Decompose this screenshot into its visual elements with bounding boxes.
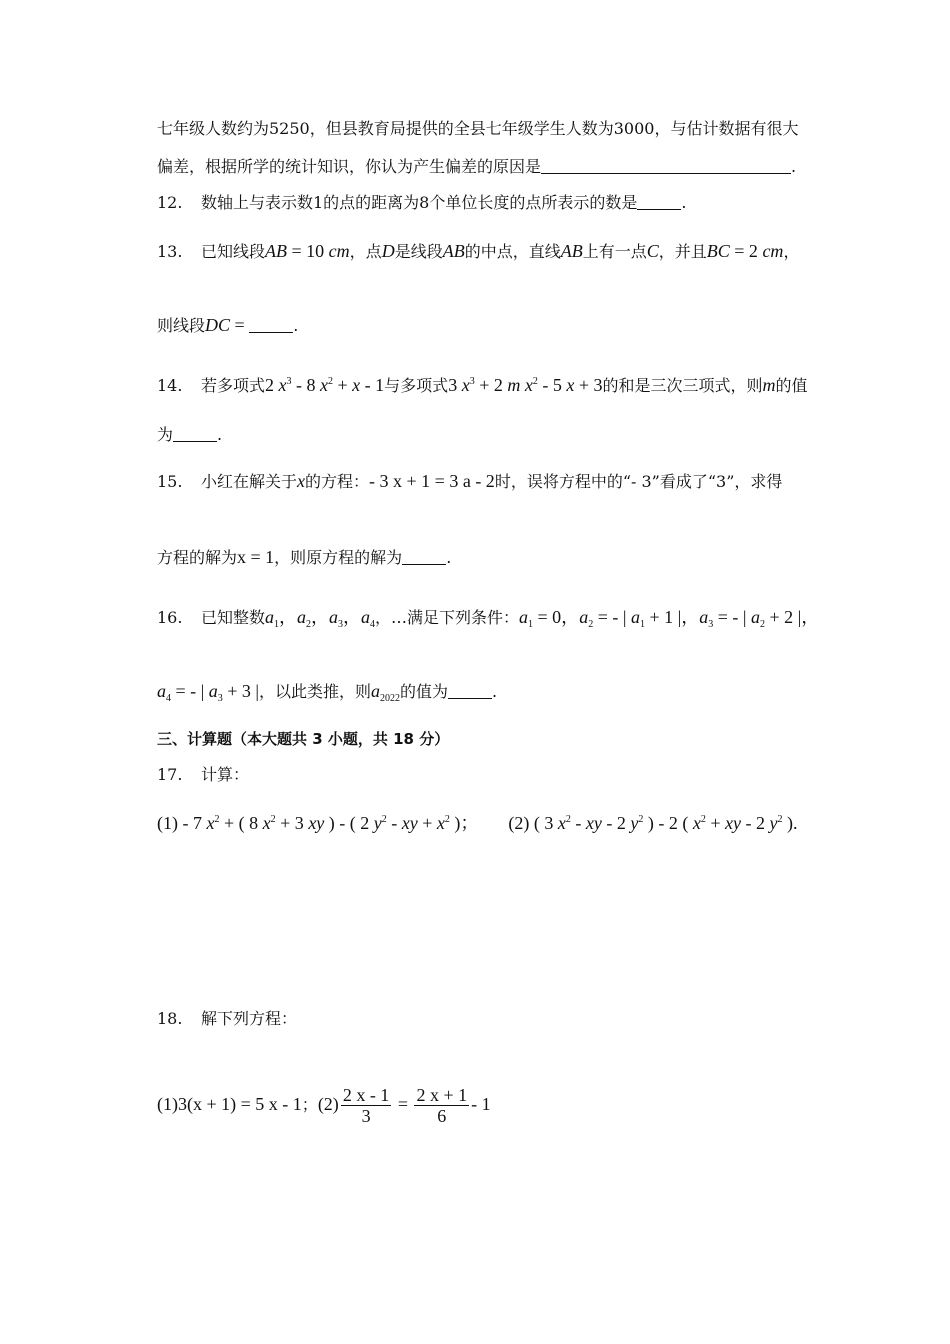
q11-line2: 偏差，根据所学的统计知识，你认为产生偏差的原因是 . xyxy=(157,157,797,176)
q11-text-1: 七年级人数约为5250，但县教育局提供的全县七年级学生人数为3000，与估计数据有很大 xyxy=(157,119,799,138)
question-16: 16. 已知整数$a_1$，$a_2$，$a_3$，$a_4$，…满足下列条件：$a_1 = 0$，$a_2$ = - | $a_1 + 1$ |，$a_3$ = - | $a_2 + 2$ |， xyxy=(157,607,820,630)
question-16-line2: $a_4$ = - | $a_3 + 3$ |，以此类推，则$a_{2022}$的值为 . xyxy=(157,681,498,704)
question-17-parts: (1) - 7 $x^2$ + ( 8 $x^2 + 3$ xy ) - ( 2 $y^2$ - xy + $x^2$ )； (2) ( 3 $x^2$ - xy - 2 $y^2$ ) - 2 ( $x^2$ + xy - 2 $y^2$ ). xyxy=(157,813,798,833)
q11-text-2: 偏差，根据所学的统计知识，你认为产生偏差的原因是 xyxy=(157,157,542,176)
question-17 xyxy=(157,764,249,786)
question-14-line2: 为 . xyxy=(157,425,223,444)
q17-number: 17. xyxy=(157,765,183,784)
q16-terms: $a_1$，$a_2$，$a_3$，$a_4$ xyxy=(265,607,376,630)
q18-fraction-right: $\frac{2 x + 1}{6}$ xyxy=(416,1085,468,1126)
q13-answer-blank[interactable] xyxy=(249,316,293,333)
q17-text: 计算： xyxy=(201,765,250,784)
q11-answer-blank[interactable] xyxy=(541,157,791,174)
q15-equation: - 3 x + 1 = 3 a - 2 xyxy=(369,471,495,491)
q15-number: 15. xyxy=(157,472,183,491)
question-18 xyxy=(157,1008,297,1030)
question-12: 12. 数轴上与表示数1的点的距离为8个单位长度的点所表示的数是 . xyxy=(157,193,687,212)
q18-text: 解下列方程： xyxy=(201,1009,298,1028)
q14-poly2: 3 $x^3 + 2$ m $x^2 - 5$ x + 3 xyxy=(448,375,603,395)
q17-part1-expression: - 7 $x^2$ + ( 8 $x^2 + 3$ xy ) - ( 2 $y^2$ - xy + $x^2$ )； xyxy=(178,813,479,833)
question-18-parts: (1)3(x + 1) = 5 x - 1；(2) $\frac{2 x - 1}{3}$ = $\frac{2 x + 1}{6}$ - 1 xyxy=(157,1085,491,1126)
q12-answer-blank[interactable] xyxy=(637,193,681,210)
q12-text: 数轴上与表示数1的点的距离为8个单位长度的点所表示的数是 xyxy=(201,193,638,212)
q16-answer-blank[interactable] xyxy=(448,682,492,699)
q14-answer-blank[interactable] xyxy=(173,425,217,442)
q16-number: 16. xyxy=(157,608,183,627)
q18-number: 18. xyxy=(157,1009,183,1028)
q14-number: 14. xyxy=(157,376,183,395)
q17-part2-expression: ( 3 $x^2$ - xy - 2 $y^2$ ) - 2 ( $x^2$ + xy - 2 $y^2$ ). xyxy=(529,813,798,833)
q16-condition-4: $a_4$ = - | $a_3 + 3$ | xyxy=(157,681,260,704)
question-14: 14. 若多项式2 $x^3 - 8$ $x^2 + x - 1$与多项式3 $x^3 + 2$ m $x^2 - 5$ x + 3的和是三次三项式，则m的值 xyxy=(157,375,808,395)
question-15-line2: 方程的解为x = 1，则原方程的解为 . xyxy=(157,547,452,567)
question-15: 15. 小红在解关于x的方程：- 3 x + 1 = 3 a - 2时，误将方程中的“- 3”看成了“3”，求得 xyxy=(157,471,783,491)
q14-poly1: 2 $x^3 - 8$ $x^2 + x - 1$ xyxy=(265,375,385,395)
question-13-line2: 则线段DC = . xyxy=(157,315,299,335)
q12-number: 12. xyxy=(157,193,183,212)
q13-number: 13. xyxy=(157,242,183,261)
q18-fraction-left: $\frac{2 x - 1}{3}$ xyxy=(342,1085,390,1126)
q16-target: $a_{2022}$ xyxy=(371,681,401,704)
question-13: 13. 已知线段AB = 10 cm，点D是线段AB的中点，直线AB上有一点C，并且BC = 2 cm， xyxy=(157,241,800,261)
q16-conditions: $a_1 = 0$，$a_2$ = - | $a_1 + 1$ |，$a_3$ = - | $a_2 + 2$ |， xyxy=(519,607,820,630)
section-3-heading: 三、计算题（本大题共 3 小题，共 18 分） xyxy=(157,730,450,748)
q18-part1-equation: 3(x + 1) = 5 x - 1 xyxy=(178,1094,302,1114)
q11-line1 xyxy=(157,118,798,140)
q15-answer-blank[interactable] xyxy=(402,548,446,565)
